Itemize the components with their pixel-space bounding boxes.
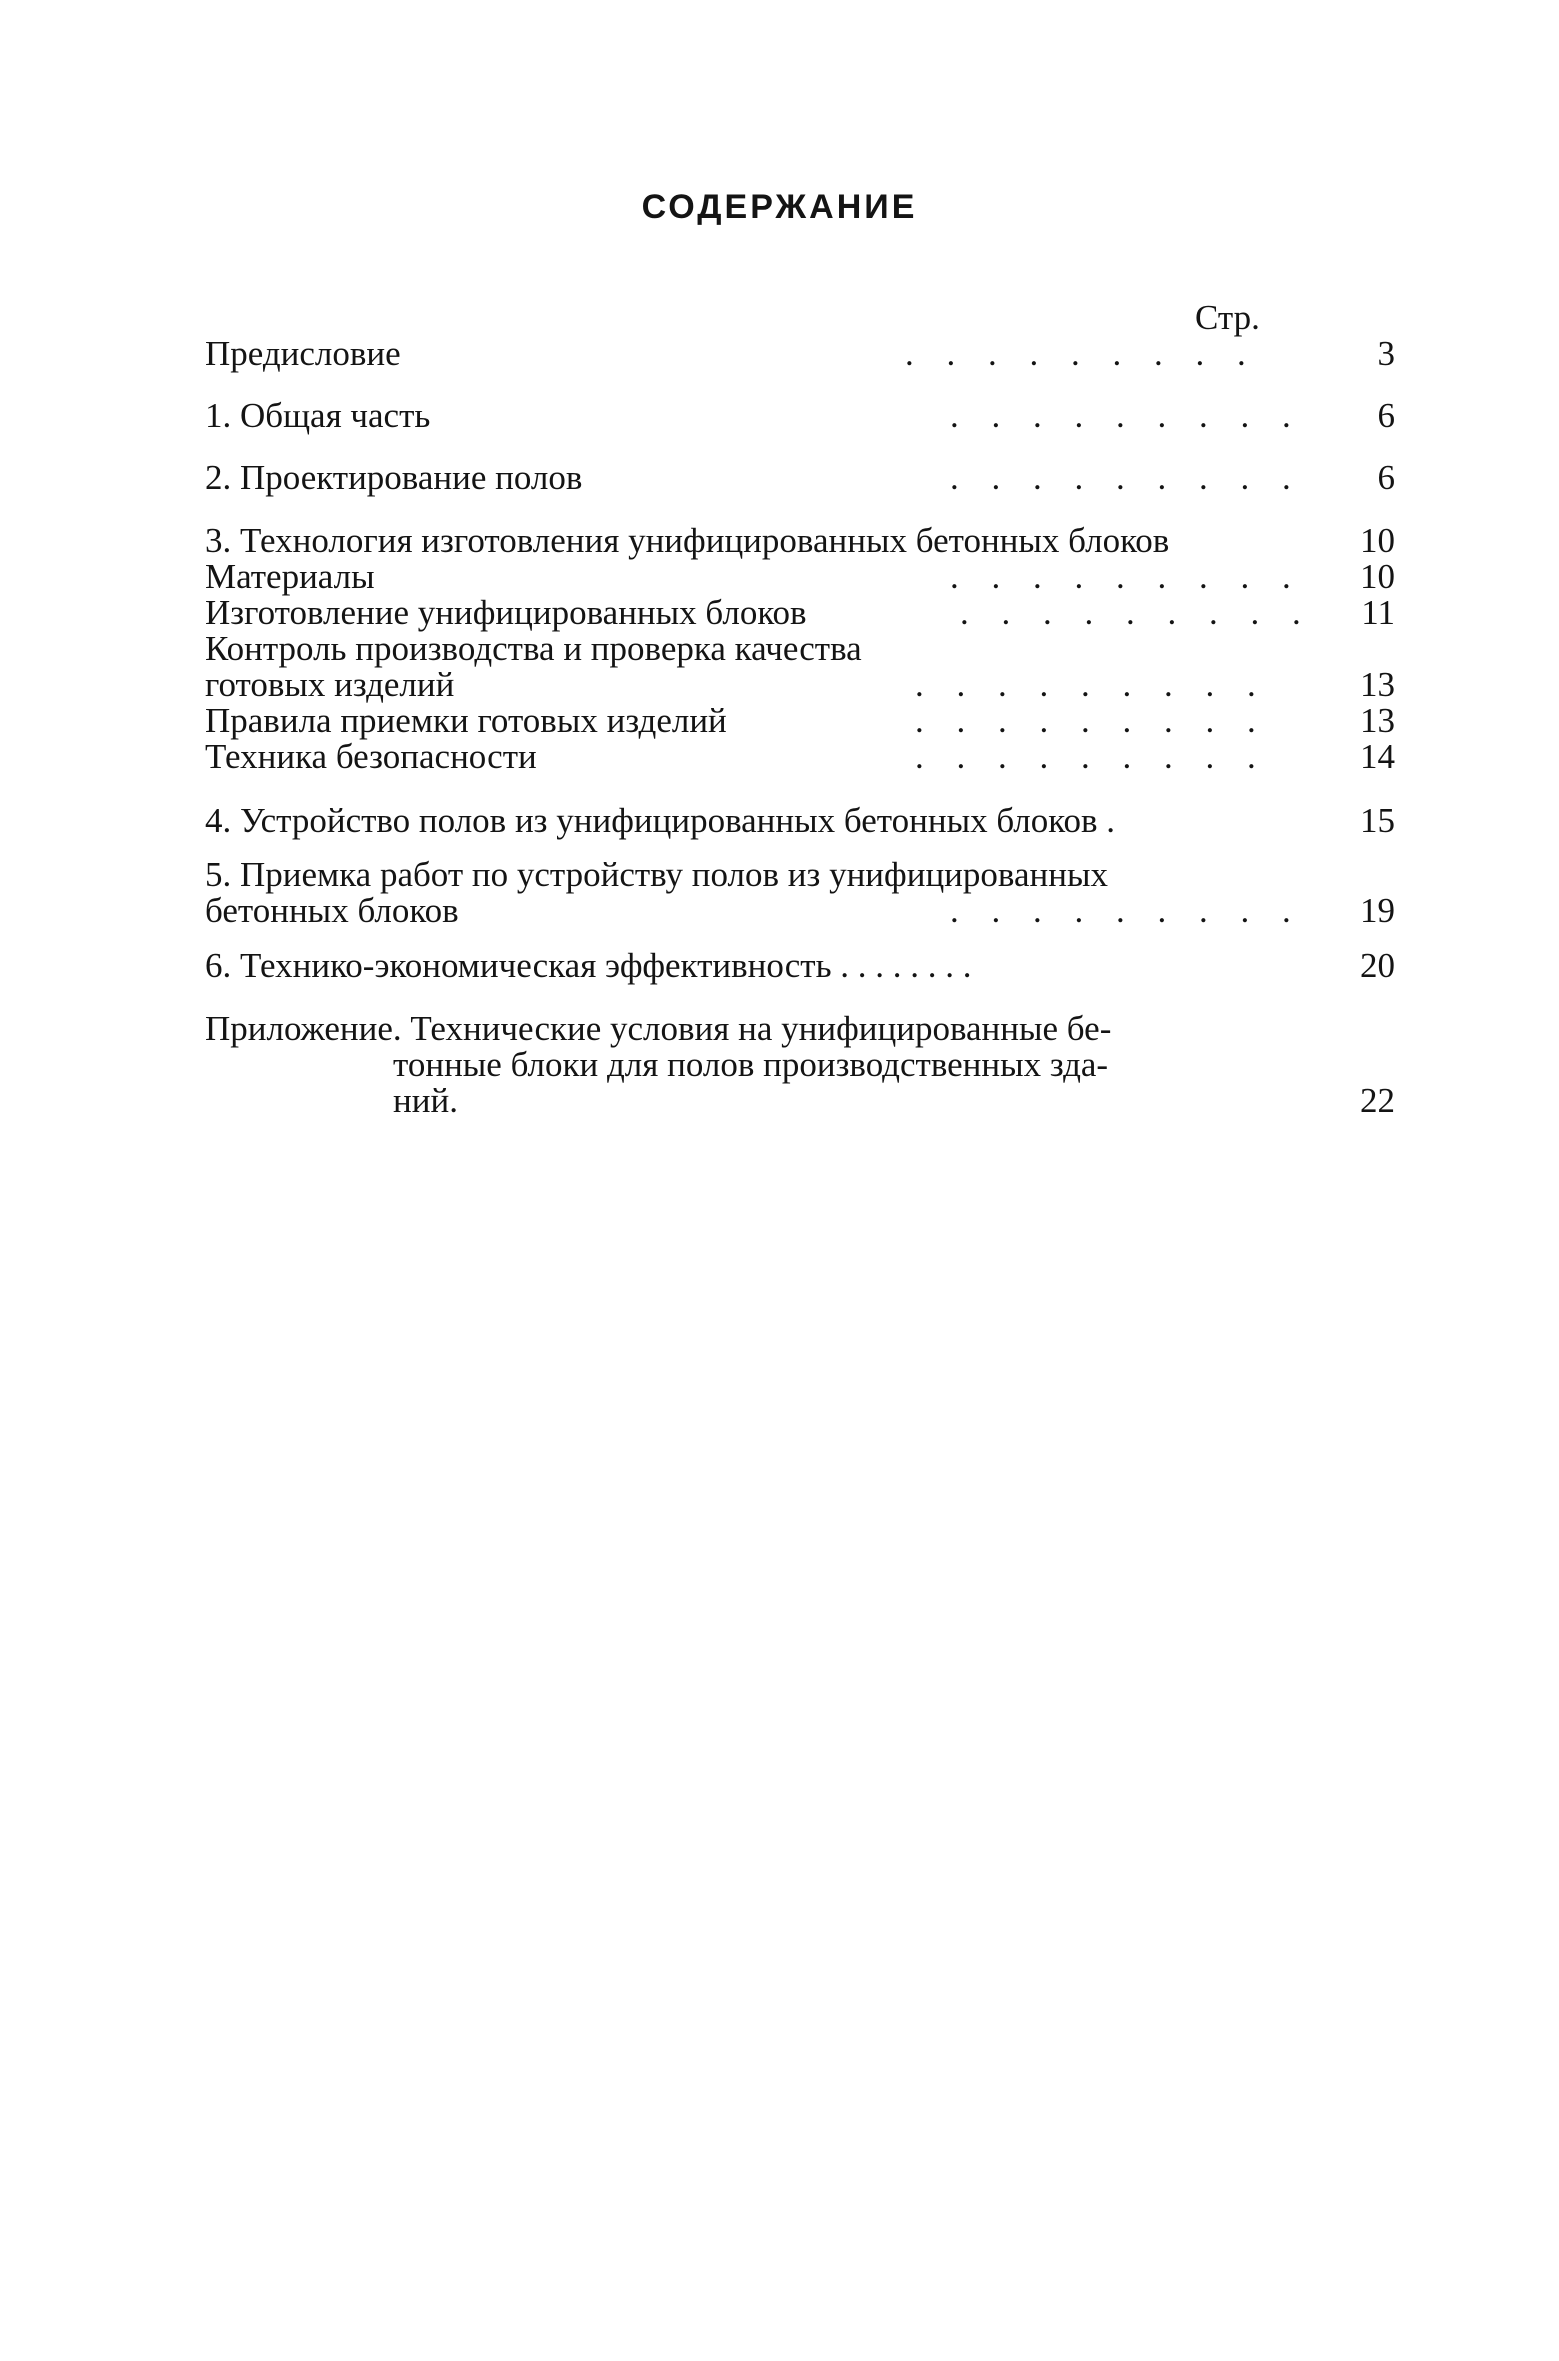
toc-entry-page: 10 xyxy=(1360,521,1395,560)
toc-leader-dots: . . . . . . . . . xyxy=(950,557,1303,596)
toc-entry-page: 15 xyxy=(1360,801,1395,840)
toc-entry-label: готовых изделий xyxy=(205,665,455,704)
toc-entry-label: Правила приемки готовых изделий xyxy=(205,701,727,740)
toc-entry-label: Изготовление унифицированных блоков xyxy=(205,593,807,632)
toc-entry-label: Материалы xyxy=(205,557,375,596)
toc-entry-label: 2. Проектирование полов xyxy=(205,458,583,497)
toc-entry-label: тонные блоки для полов производственных зда- xyxy=(393,1045,1109,1084)
toc-entry-label: 5. Приемка работ по устройству полов из унифицированных xyxy=(205,855,1108,894)
toc-entry-page: 13 xyxy=(1360,665,1395,704)
toc-entry-page: 10 xyxy=(1360,557,1395,596)
toc-entry-label: ний. xyxy=(393,1081,458,1120)
toc-leader-dots: . . . . . . . . . xyxy=(915,701,1268,740)
toc-entry-page: 14 xyxy=(1360,737,1395,776)
toc-leader-dots: . . . . . . . . . xyxy=(915,665,1268,704)
toc-entry-label: 6. Технико-экономическая эффективность . . . . . . . . xyxy=(205,946,972,985)
toc-entry-page: 19 xyxy=(1360,891,1395,930)
toc-leader-dots: . . . . . . . . . xyxy=(915,737,1268,776)
toc-entry-label: 3. Технология изготовления унифицированных бетонных блоков xyxy=(205,521,1170,560)
toc-entry-page: 13 xyxy=(1360,701,1395,740)
toc-leader-dots: . . . . . . . . . xyxy=(905,334,1258,373)
toc-entry-label: 1. Общая часть xyxy=(205,396,431,435)
page-title: СОДЕРЖАНИЕ xyxy=(641,188,918,226)
toc-leader-dots: . . . . . . . . . xyxy=(950,396,1303,435)
toc-entry-label: 4. Устройство полов из унифицированных бетонных блоков . xyxy=(205,801,1115,840)
toc-entry-label: Предисловие xyxy=(205,334,401,373)
toc-leader-dots: . . . . . . . . . xyxy=(960,593,1313,632)
toc-leader-dots: . . . . . . . . . xyxy=(950,458,1303,497)
toc-entry-page: 6 xyxy=(1377,458,1395,497)
toc-entry-page: 20 xyxy=(1360,946,1395,985)
page-column-header: Стр. xyxy=(1195,298,1260,337)
toc-leader-dots: . . . . . . . . . xyxy=(950,891,1303,930)
toc-entry-page: 6 xyxy=(1377,396,1395,435)
toc-entry-label: Контроль производства и проверка качества xyxy=(205,629,862,668)
toc-entry-page: 22 xyxy=(1360,1081,1395,1120)
toc-entry-label: Техника безопасности xyxy=(205,737,537,776)
toc-entry-label: Приложение. Технические условия на унифицированные бе- xyxy=(205,1009,1112,1048)
toc-entry-label: бетонных блоков xyxy=(205,891,459,930)
toc-entry-page: 3 xyxy=(1377,334,1395,373)
toc-entry-page: 11 xyxy=(1361,593,1395,632)
